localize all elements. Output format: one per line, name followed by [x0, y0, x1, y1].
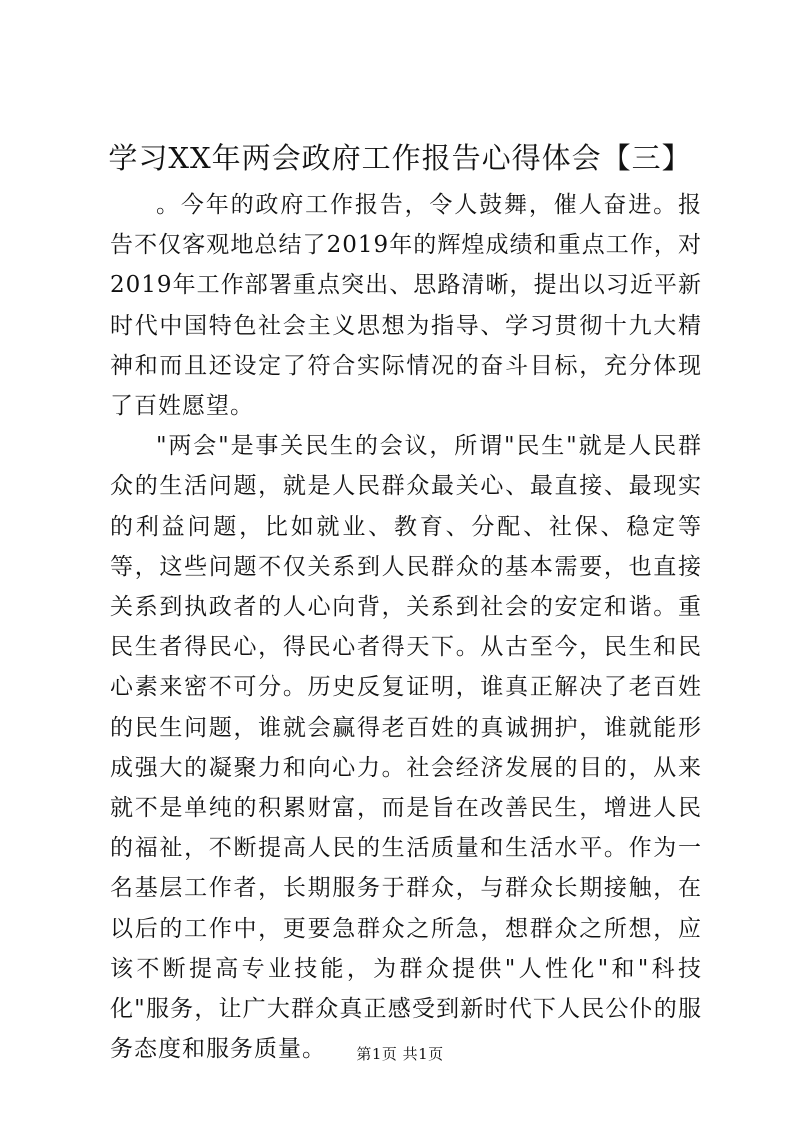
document-body [110, 185, 702, 1069]
paragraph-1: 。今年的政府工作报告，令人鼓舞，催人奋进。报告不仅客观地总结了2019年的辉煌成绩和重点工作，对2019年工作部署重点突出、思路清晰，提出以习近平新时代中国特色社会主义思想为指导、学习贯彻十九大精神和而且还设定了符合实际情况的奋斗目标，充分体现了百姓愿望。 [110, 192, 702, 420]
paragraph-2: "两会"是事关民生的会议，所谓"民生"就是人民群众的生活问题，就是人民群众最关心、最直接、最现实的利益问题，比如就业、教育、分配、社保、稳定等等，这些问题不仅关系到人民群众的基本需要，也直接关系到执政者的人心向背，关系到社会的安定和谐。重民生者得民心，得民心者得天下。从古至今，民生和民心素来密不可分。历史反复证明，谁真正解决了老百姓的民生问题，谁就会赢得老百姓的真诚拥护，谁就能形成强大的凝聚力和向心力。社会经济发展的目的，从来就不是单纯的积累财富，而是旨在改善民生，增进人民的福祉，不断提高人民的生活质量和生活水平。作为一名基层工作者，长期服务于群众，与群众长期接触，在以后的工作中，更要急群众之所急，想群众之所想，应该不断提高专业技能，为群众提供"人性化"和"科技化"服务，让广大群众真正感受到新时代下人民公仆的服务态度和服务质量。 [110, 433, 702, 1063]
page-footer: 第1页 共1页 [356, 1045, 444, 1063]
page-title: 学习XX年两会政府工作报告心得体会【三】 [108, 141, 692, 175]
